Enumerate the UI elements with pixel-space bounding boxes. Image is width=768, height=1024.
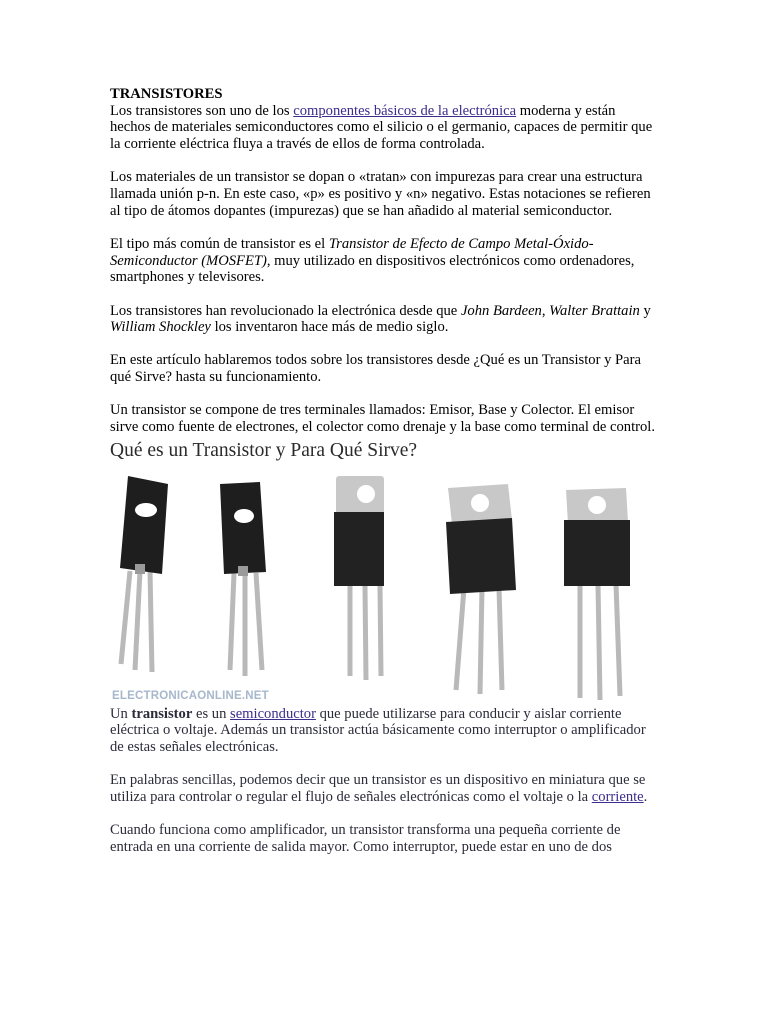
- document-body: [110, 86, 655, 856]
- paragraph-terminals: Un transistor se compone de tres terminales llamados: Emisor, Base y Colector. El emisor sirve como fuente de electrones, el colector como drenaje y la base como terminal de control.: [110, 402, 656, 436]
- text: Los transistores son uno de los: [110, 102, 294, 119]
- photo-watermark: ELECTRONICAONLINE.NET: [112, 689, 269, 702]
- document-title: TRANSISTORES: [110, 86, 223, 102]
- link-corriente[interactable]: corriente: [591, 789, 644, 806]
- text: y: [639, 302, 651, 319]
- text: ,: [541, 302, 550, 319]
- transistors-illustration: [110, 476, 655, 702]
- mosfet-term: Transistor de Efecto de Campo Metal-Óxido-Semiconductor (MOSFET): [110, 235, 594, 269]
- transistor-term: transistor: [131, 705, 193, 722]
- text: Un: [110, 705, 132, 722]
- paragraph-intro: [110, 103, 655, 153]
- text: que puede utilizarse para conducir y aislar corriente eléctrica o voltaje. Además un transistor actúa básicamente como interruptor o amplificador de estas señales electrónicas.: [110, 705, 646, 756]
- link-componentes-basicos[interactable]: componentes básicos de la electrónica: [293, 102, 517, 119]
- transistor-5: [564, 488, 630, 700]
- text: .: [643, 789, 648, 806]
- text: es un: [192, 705, 231, 722]
- text: Los transistores han revolucionado la electrónica desde que: [110, 302, 461, 319]
- paragraph-inventors: [110, 303, 655, 336]
- lower-section: [110, 706, 655, 856]
- text: El tipo más común de transistor es el: [110, 235, 329, 252]
- inventor-name: Walter Brattain: [549, 302, 640, 319]
- paragraph-definition: [110, 706, 655, 756]
- inventor-name: William Shockley: [110, 319, 211, 336]
- text: , muy utilizado en dispositivos electrónicos como ordenadores, smartphones y televisores.: [110, 252, 635, 286]
- paragraph-simple-words: [110, 772, 655, 805]
- paragraph-doping: Los materiales de un transistor se dopan o «tratan» con impurezas para crear una estructura llamada unión p-n. En este caso, «p» es positivo y «n» negativo. Estas notaciones se refieren al tipo de átomos dopantes (impurezas) que se han añadido al material semiconductor.: [110, 169, 651, 219]
- text: los inventaron hace más de medio siglo.: [210, 319, 449, 336]
- transistor-2: [220, 482, 266, 676]
- transistor-4: [446, 484, 516, 694]
- text: moderna y están hechos de materiales semiconductores como el silicio o el germanio, capaces de permitir que la corriente eléctrica fluya a través de ellos de forma controlada.: [110, 102, 653, 153]
- text: En palabras sencillas, podemos decir que un transistor es un dispositivo en miniatura que se utiliza para controlar o regular el flujo de señales electrónicas como el voltaje o la: [110, 772, 646, 806]
- paragraph-article-scope: En este artículo hablaremos todos sobre los transistores desde ¿Qué es un Transistor y Para qué Sirve? hasta su funcionamiento.: [110, 352, 641, 386]
- transistors-photo: [110, 476, 655, 702]
- paragraph-mosfet: [110, 236, 655, 286]
- paragraph-amplifier: Cuando funciona como amplificador, un transistor transforma una pequeña corriente de entrada en una corriente de salida mayor. Como interruptor, puede estar en uno de dos: [110, 822, 621, 855]
- transistor-3: [334, 476, 384, 680]
- link-semiconductor[interactable]: semiconductor: [230, 705, 316, 722]
- transistor-1: [120, 476, 168, 672]
- section-heading: Qué es un Transistor y Para Qué Sirve?: [110, 439, 418, 461]
- inventor-name: John Bardeen: [460, 302, 542, 319]
